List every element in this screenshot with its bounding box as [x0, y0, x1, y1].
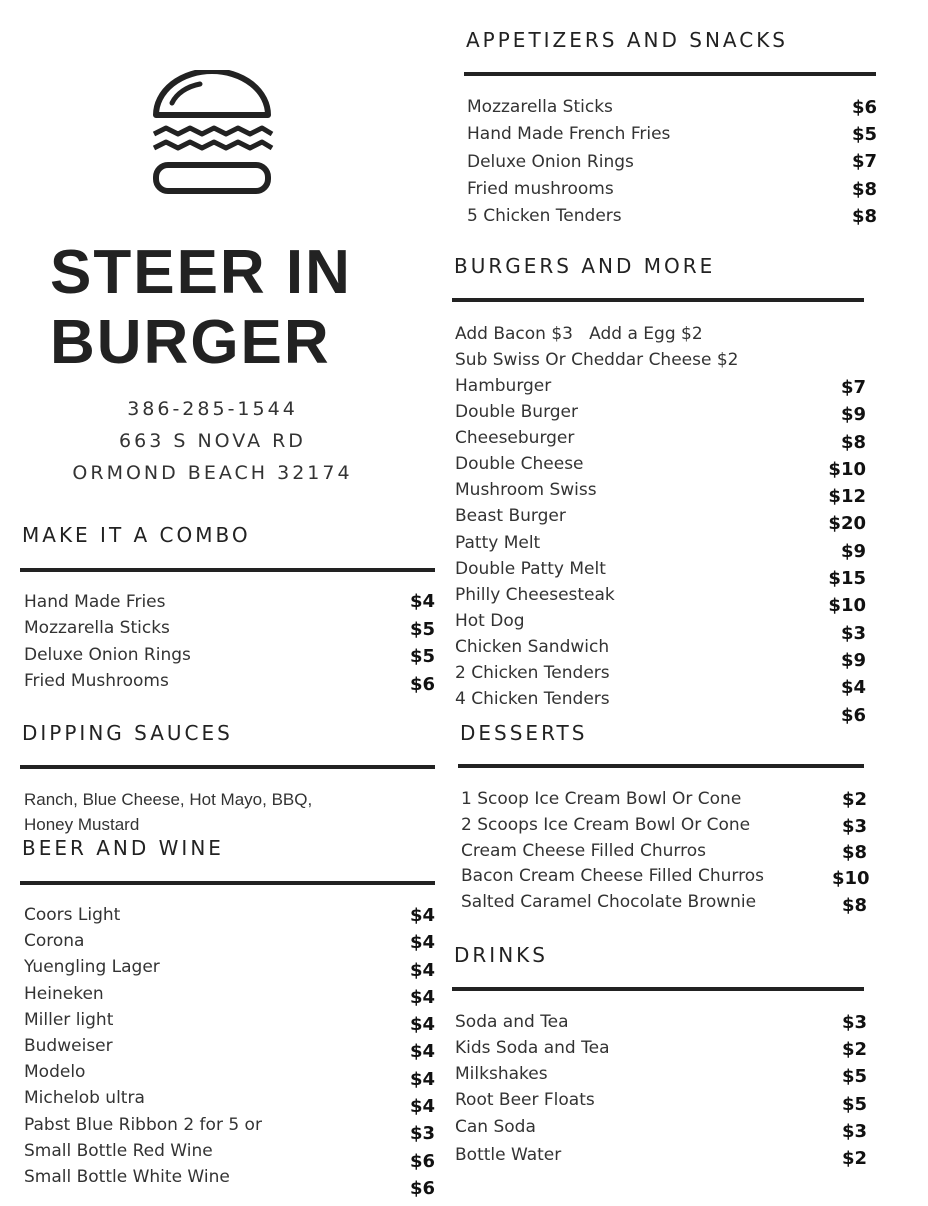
sauces-line-1: Ranch, Blue Cheese, Hot Mayo, BBQ,: [24, 790, 313, 809]
drink-item: Milkshakes: [455, 1064, 548, 1084]
dessert-item: 2 Scoops Ice Cream Bowl Or Cone: [461, 815, 751, 835]
burger-price: $9: [840, 404, 866, 426]
beer-item: Coors Light: [24, 905, 121, 925]
appetizer-item: Deluxe Onion Rings: [467, 152, 634, 172]
burger-item: Chicken Sandwich: [455, 636, 610, 657]
drink-price: $3: [842, 1121, 868, 1142]
beer-price: $6: [410, 1150, 436, 1172]
combo-divider: [20, 568, 435, 572]
beer-item: Modelo: [24, 1062, 86, 1083]
brand-title: [50, 240, 352, 376]
drink-price: $2: [842, 1039, 868, 1060]
burger-price: $15: [828, 568, 866, 590]
beer-item: Budweiser: [24, 1035, 113, 1056]
burger-price: $9: [840, 540, 866, 562]
dessert-price: $8: [842, 895, 868, 916]
dessert-price: $3: [842, 816, 868, 837]
burger-price: $10: [828, 458, 866, 480]
beer-price: $4: [410, 1014, 436, 1036]
drink-price: $3: [842, 1012, 868, 1033]
burger-price-list: [820, 378, 866, 733]
combo-item: Mozzarella Sticks: [24, 618, 170, 638]
drink-price: $2: [842, 1148, 868, 1169]
burger-item: Hamburger: [455, 376, 552, 396]
beer-price: $3: [410, 1123, 436, 1145]
beer-price-list: [410, 906, 435, 1206]
appetizers-divider: [464, 72, 876, 76]
sauces-line-2: Honey Mustard: [24, 815, 140, 834]
sauces-divider: [20, 765, 435, 769]
sauces-heading: DIPPING SAUCES: [22, 721, 233, 745]
beer-price: $4: [410, 932, 436, 954]
dessert-price: $10: [832, 868, 870, 889]
burger-item: Double Cheese: [455, 454, 584, 475]
burger-price: $20: [828, 513, 866, 535]
appetizer-item: Fried mushrooms: [467, 179, 614, 199]
burger-item: Patty Melt: [455, 532, 541, 553]
dessert-item: 1 Scoop Ice Cream Bowl Or Cone: [461, 789, 742, 809]
burger-logo-icon: [150, 70, 275, 195]
beer-item: Michelob ultra: [24, 1088, 145, 1109]
beer-price: $4: [410, 905, 436, 926]
beer-price: $4: [410, 1096, 436, 1118]
burger-price: $4: [840, 677, 866, 699]
appetizer-item: 5 Chicken Tenders: [467, 206, 622, 226]
burger-item: Hot Dog: [455, 610, 525, 631]
appetizers-heading: APPETIZERS AND SNACKS: [466, 28, 789, 52]
dessert-price: $2: [842, 789, 868, 810]
burger-price: $12: [828, 486, 866, 508]
beer-price: $6: [410, 1177, 436, 1199]
appetizer-item: Hand Made French Fries: [467, 124, 671, 144]
burger-item: Cheeseburger: [455, 428, 575, 449]
burger-price: $6: [840, 704, 866, 726]
drinks-heading: DRINKS: [454, 943, 548, 967]
drink-item: Kids Soda and Tea: [455, 1038, 610, 1058]
drink-price: $5: [842, 1094, 868, 1115]
desserts-heading: DESSERTS: [460, 721, 588, 745]
burger-item: Beast Burger: [455, 506, 566, 527]
dessert-item: Cream Cheese Filled Churros: [461, 841, 706, 861]
appetizer-price: $8: [852, 206, 878, 227]
beer-item: Miller light: [24, 1009, 114, 1030]
city-address: ORMOND BEACH 32174: [72, 462, 353, 484]
burger-item: 4 Chicken Tenders: [455, 689, 610, 710]
beer-item: Small Bottle White Wine: [24, 1166, 230, 1187]
burgers-note: Add Bacon $3 Add a Egg $2: [455, 324, 703, 344]
burger-item: Mushroom Swiss: [455, 480, 597, 501]
burger-price: $9: [840, 649, 866, 671]
beer-item-list: [24, 905, 262, 1193]
desserts-divider: [458, 764, 864, 768]
combo-price: $6: [410, 674, 436, 695]
dessert-price: $8: [842, 842, 868, 863]
beer-price: $4: [410, 1041, 436, 1063]
beer-price: $4: [410, 959, 436, 981]
drinks-divider: [452, 987, 864, 991]
beer-item: Small Bottle Red Wine: [24, 1140, 213, 1161]
beer-price: $4: [410, 1068, 436, 1090]
phone-number: 386-285-1544: [127, 398, 298, 420]
combo-price: $5: [410, 619, 436, 640]
combo-item: Hand Made Fries: [24, 592, 166, 612]
drink-item: Bottle Water: [455, 1145, 562, 1165]
burgers-divider: [452, 298, 864, 302]
beer-item: Heineken: [24, 983, 104, 1004]
combo-item: Deluxe Onion Rings: [24, 645, 191, 665]
brand-line-1: STEER IN: [50, 238, 352, 307]
burger-item: Double Patty Melt: [455, 558, 606, 579]
appetizer-item: Mozzarella Sticks: [467, 97, 613, 117]
burger-item: Double Burger: [455, 402, 579, 423]
burger-item: Philly Cheesesteak: [455, 584, 615, 605]
burger-price: $8: [840, 431, 866, 453]
beer-heading: BEER AND WINE: [22, 836, 224, 860]
street-address: 663 S NOVA RD: [119, 430, 306, 452]
combo-heading: MAKE IT A COMBO: [22, 523, 251, 547]
combo-price: $5: [410, 646, 436, 667]
combo-price: $4: [410, 591, 436, 612]
burger-item: 2 Chicken Tenders: [455, 663, 610, 684]
burger-price: $10: [828, 595, 866, 617]
appetizer-price: $7: [852, 151, 878, 172]
dessert-item: Bacon Cream Cheese Filled Churros: [461, 866, 764, 886]
beer-item: Corona: [24, 931, 85, 952]
beer-price: $4: [410, 986, 436, 1008]
beer-item: Pabst Blue Ribbon 2 for 5 or: [24, 1114, 262, 1135]
drink-price: $5: [842, 1066, 868, 1087]
brand-line-2: BURGER: [50, 308, 331, 377]
drink-item: Root Beer Floats: [455, 1090, 595, 1110]
beer-item: Yuengling Lager: [24, 957, 160, 978]
burger-price: $7: [840, 377, 866, 398]
appetizer-price: $8: [852, 179, 878, 200]
beer-divider: [20, 881, 435, 885]
burger-item-list: [455, 376, 615, 715]
burgers-note: Sub Swiss Or Cheddar Cheese $2: [455, 350, 739, 370]
drink-item: Can Soda: [455, 1117, 536, 1137]
burger-price: $3: [840, 622, 866, 644]
appetizer-price: $5: [852, 124, 878, 145]
drink-item: Soda and Tea: [455, 1012, 569, 1032]
dessert-item: Salted Caramel Chocolate Brownie: [461, 892, 757, 912]
burgers-heading: BURGERS AND MORE: [454, 254, 716, 278]
combo-item: Fried Mushrooms: [24, 671, 169, 691]
appetizer-price: $6: [852, 97, 878, 118]
